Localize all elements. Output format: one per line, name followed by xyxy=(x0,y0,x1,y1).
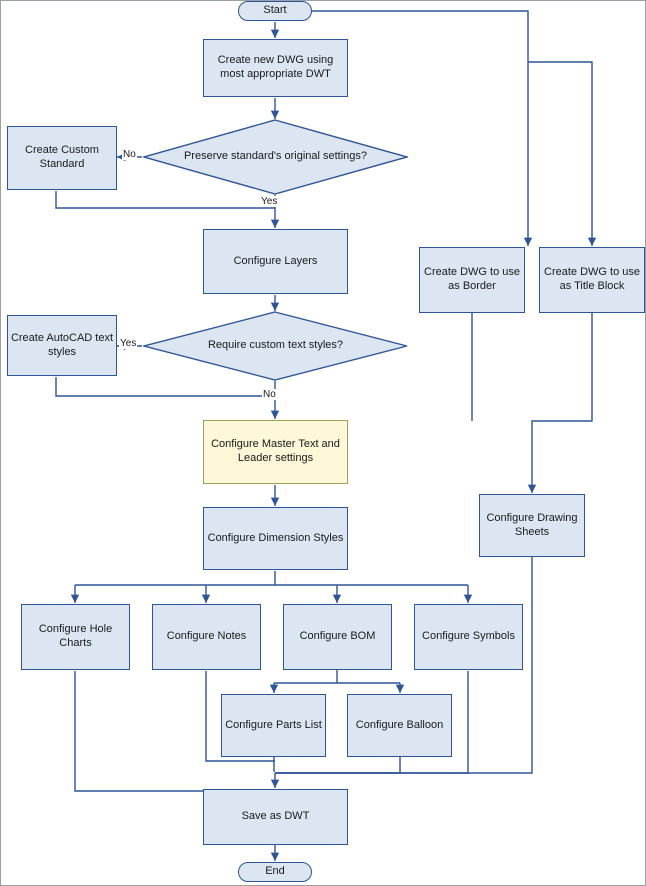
node-save-as-dwt[interactable] xyxy=(203,789,348,845)
node-create-autocad-text-styles-label: Create AutoCAD text styles xyxy=(10,331,114,358)
node-save-as-dwt-label: Save as DWT xyxy=(241,810,310,823)
node-start-label: Start xyxy=(263,4,287,17)
node-create-dwg-border-label: Create DWG to use as Border xyxy=(424,266,520,292)
node-end[interactable] xyxy=(238,862,312,882)
node-configure-bom-label: Configure BOM xyxy=(299,630,376,643)
node-configure-hole-charts-label: Configure Hole Charts xyxy=(38,623,113,649)
node-configure-bom[interactable] xyxy=(283,604,392,670)
edge-label-preserve-no: No xyxy=(123,149,136,160)
node-configure-dimension-styles-label: Configure Dimension Styles xyxy=(207,531,344,544)
node-configure-balloon[interactable] xyxy=(347,694,452,757)
node-end-label: End xyxy=(265,865,285,878)
edge-label-text-styles-no: No xyxy=(263,389,276,400)
node-configure-parts-list[interactable] xyxy=(221,694,326,757)
edge-label-preserve-yes: Yes xyxy=(261,196,278,207)
node-create-new-dwg[interactable] xyxy=(203,39,348,97)
node-configure-balloon-label: Configure Balloon xyxy=(355,718,444,731)
node-configure-notes-label: Configure Notes xyxy=(166,630,247,643)
node-create-new-dwg-label: Create new DWG using most appropriate DWT xyxy=(217,54,334,80)
node-configure-master-text-label: Configure Master Text and Leader settings xyxy=(211,438,340,464)
node-preserve-standard-label: Preserve standard's original settings? xyxy=(183,150,368,163)
node-configure-drawing-sheets[interactable] xyxy=(479,494,585,557)
node-create-custom-standard-label: Create Custom Standard xyxy=(25,144,99,170)
node-create-dwg-border[interactable] xyxy=(419,247,525,313)
node-configure-drawing-sheets-label: Configure Drawing Sheets xyxy=(486,511,578,538)
node-configure-hole-charts[interactable] xyxy=(21,604,130,670)
node-configure-parts-list-label: Configure Parts List xyxy=(225,718,322,731)
node-create-autocad-text-styles[interactable] xyxy=(7,315,117,376)
node-preserve-standard-decision[interactable] xyxy=(143,119,408,195)
node-require-text-styles-label: Require custom text styles? xyxy=(207,339,344,352)
node-configure-layers[interactable] xyxy=(203,229,348,294)
node-create-custom-standard[interactable] xyxy=(7,126,117,190)
node-configure-master-text[interactable] xyxy=(203,420,348,484)
node-create-dwg-title-block-label: Create DWG to use as Title Block xyxy=(544,266,640,292)
node-configure-dimension-styles[interactable] xyxy=(203,507,348,570)
node-configure-layers-label: Configure Layers xyxy=(233,254,318,267)
edge-label-text-styles-yes: Yes xyxy=(120,338,137,349)
node-start[interactable] xyxy=(238,1,312,21)
node-create-dwg-title-block[interactable] xyxy=(539,247,645,313)
node-configure-symbols[interactable] xyxy=(414,604,523,670)
node-configure-notes[interactable] xyxy=(152,604,261,670)
node-configure-symbols-label: Configure Symbols xyxy=(422,630,515,643)
node-require-text-styles-decision[interactable] xyxy=(143,311,408,381)
